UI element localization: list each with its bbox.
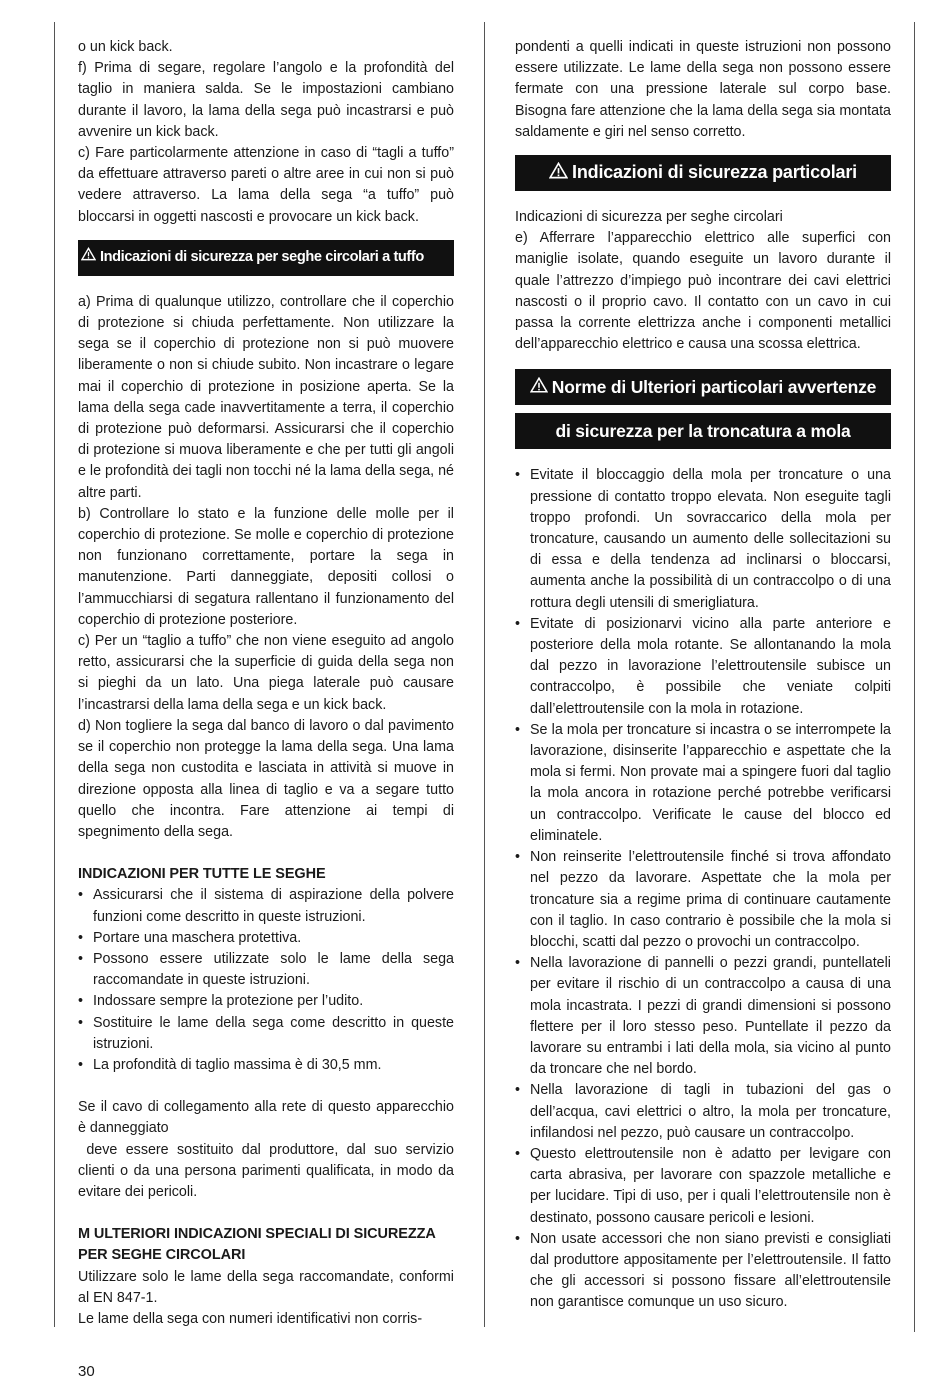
list-item: • Non usate accessori che non siano previsti e consigliati dal produttore appositamente per l’elettroutensile. Il fatto che gli accessori si possono fissare all’elettroutensile non garantisce comunque un uso sicuro.	[515, 1229, 891, 1314]
cable-paragraph-line: Se il cavo di collegamento alla rete di questo apparecchio è danneggiato	[78, 1099, 454, 1137]
list-item: • Nella lavorazione di pannelli o pezzi grandi, puntellateli per evitare il rischio di un contraccolpo a causa di una mola incastrata. I pezzi di grandi dimensioni si possono flettere per il loro stesso peso. Puntellate il pezzo da lavorare su entrambi i lati della mola, sia vicino al punto da troncare che nel bordo.	[515, 953, 891, 1080]
list-item: • Nella lavorazione di tagli in tubazioni del gas o dell’acqua, cavi elettrici o altro, la mola per troncature, infilandosi nel pezzo, può causare un contraccolpo.	[515, 1080, 891, 1144]
particolari-paragraph: e) Afferrare l’apparecchio elettrico alle superfici con maniglie isolate, quando eseguite un lavoro durante il quale l’attrezzo d’impiego può incontrare dei cavi elettrici nascosti o il proprio cavo. Il contatto con un cavo in cui passa la corrente elettrizza anche i componenti metallici dell’apparecchio elettrico e causa una scossa elettrica.	[515, 230, 891, 353]
ulteriori-paragraph: Utilizzare solo le lame della sega raccomandate, conformi al EN 847-1.	[78, 1268, 454, 1306]
section-banner-tuffo	[78, 240, 454, 276]
ulteriori-paragraph: Le lame della sega con numeri identificativi non corris-	[78, 1310, 423, 1327]
tuffo-paragraph: c) Per un “taglio a tuffo” che non viene eseguito ad angolo retto, assicurarsi che la superficie di guida della sega non si pieghi da un lato. Una piega laterale può causare l’incastrarsi della lama della sega e un kick back.	[78, 633, 454, 713]
right-column	[515, 37, 891, 1314]
banner-title: Indicazioni di sicurezza per seghe circolari a tuffo	[100, 249, 424, 266]
list-item: • Portare una maschera protettiva.	[78, 928, 454, 949]
left-column-rule	[54, 22, 55, 1327]
banner-title: di sicurezza per la troncatura a mola	[555, 420, 851, 441]
list-item: • Se la mola per troncature si incastra o se interrompete la lavorazione, disinserite l’apparecchio e aspettate che la mola si fermi. Non provate mai a spingere fuori dal taglio la mola ancora in rotazione perché potrebbe verificarsi un contraccolpo. Verificate le cause del blocco ed eliminatele.	[515, 720, 891, 847]
mola-list	[515, 465, 891, 1313]
section-heading-ulteriori: M ULTERIORI INDICAZIONI SPECIALI DI SICUREZZA PER SEGHE CIRCOLARI	[78, 1226, 436, 1264]
right-column-rule	[914, 22, 915, 1332]
section-banner-particolari	[515, 155, 891, 191]
particolari-paragraph: Indicazioni di sicurezza per seghe circolari	[515, 209, 783, 226]
cable-paragraph-line: deve essere sostituito dal produttore, dal suo servizio clienti o da una persona parimenti qualificata, in modo da evitare dei pericoli.	[78, 1141, 458, 1200]
warning-triangle-icon	[81, 247, 96, 268]
banner-title: Indicazioni di sicurezza particolari	[572, 162, 857, 183]
tuffo-paragraph: a) Prima di qualunque utilizzo, controllare che il coperchio di protezione si chiuda perfettamente. Non utilizzare la sega se il coperchio di protezione non si può muovere liberamente o non si chiude subito. Non incastrare o legare mai il coperchio di protezione in posizione aperta. Se la lama della sega cade inavvertitamente a terra, il coperchio di protezione può deformarsi. Assicurarsi che il coperchio di protezione si muova liberamente e che per tutti gli angoli e le profondità dei tagli non tocchi né la lama della sega, né altre parti.	[78, 293, 454, 501]
list-item: • La profondità di taglio massima è di 30,5 mm.	[78, 1055, 454, 1076]
tutte-list	[78, 885, 454, 1076]
center-column-rule	[484, 22, 485, 1327]
left-column	[78, 37, 458, 1330]
list-item: • Questo elettroutensile non è adatto per levigare con carta abrasiva, per lavorare con spazzole metalliche e per lucidare. Tipi di uso, per i quali l’elettroutensile non è destinato, possono causare pericoli e lesioni.	[515, 1144, 891, 1229]
list-item: • Assicurarsi che il sistema di aspirazione della polvere funzioni come descritto in queste istruzioni.	[78, 885, 454, 927]
section-banner-norme	[515, 369, 891, 405]
warning-triangle-icon	[549, 162, 568, 184]
banner-title: Norme di Ulteriori particolari avvertenze	[551, 376, 877, 397]
list-item: • Evitate il bloccaggio della mola per troncature o una pressione di contatto troppo elevata. Non eseguite tagli troppo profondi. Un sovraccarico della mola per troncature, causando un aumento delle sollecitazioni su di essa e della tendenza ad inclinarsi o bloccarsi, aumenta anche la possibilità di un contraccolpo o di una rottura degli utensili di smerigliatura.	[515, 465, 891, 613]
intro-paragraph: c) Fare particolarmente attenzione in caso di “tagli a tuffo” da effettuare attraverso pareti o altre aree in cui non si può vedere attraverso. La lama della sega “a tuffo” può bloccarsi in oggetti nascosti e provocare un kick back.	[78, 145, 454, 225]
section-banner-norme-continued	[515, 413, 891, 449]
warning-triangle-icon	[530, 377, 548, 398]
list-item: • Evitate di posizionarvi vicino alla parte anteriore e posteriore della mola rotante. Se allontanando la mola dal pezzo in lavorazione l’elettroutensile subisce un contraccolpo, è possibile che veniate colpiti dall’elettroutensile con la mola in rotazione.	[515, 614, 891, 720]
list-item: • Possono essere utilizzate solo le lame della sega raccomandate in queste istruzioni.	[78, 949, 454, 991]
tuffo-paragraph: b) Controllare lo stato e la funzione delle molle per il coperchio di protezione. Se molle e coperchio di protezione non funzionano correttamente, portare la sega in manutenzione. Parti danneggiate, depositi collosi o l’ammucchiarsi di segatura rallentano il funzionamento del coperchio di protezione posteriore.	[78, 505, 454, 628]
tuffo-paragraph: d) Non togliere la sega dal banco di lavoro o dal pavimento se il coperchio non protegge la lama della sega. Una lama della sega non custodita e lasciata in attività si muove in direzione opposta alla linea di taglio e va a segare tutto quello che incontra. Fare attenzione ai tempi di spegnimento della sega.	[78, 717, 454, 840]
section-heading-tutte: INDICAZIONI PER TUTTE LE SEGHE	[78, 866, 326, 883]
intro-paragraph: f) Prima di segare, regolare l’angolo e la profondità del taglio in maniera salda. Se le impostazioni cambiano durante il lavoro, la lama della sega può incastrarsi e può avvenire un kick back.	[78, 60, 454, 140]
list-item: • Sostituire le lame della sega come descritto in queste istruzioni.	[78, 1013, 454, 1055]
list-item: • Non reinserite l’elettroutensile finché si trova affondato nel pezzo da lavorare. Aspettate che la mola per troncature sia a regime prima di continuare cautamente con il taglio. In caso contrario è possibile che la mola si blocchi, scatti dal pezzo o provochi un contraccolpo.	[515, 847, 891, 953]
list-item: • Indossare sempre la protezione per l’udito.	[78, 991, 454, 1012]
continued-paragraph: pondenti a quelli indicati in queste istruzioni non possono essere utilizzate. Le lame della sega non possono essere fermate con una pressione laterale sul corpo base. Bisogna fare attenzione che la lama della sega sia montata saldamente e giri nel senso corretto.	[515, 39, 891, 140]
page-number: 30	[78, 1363, 95, 1380]
intro-paragraph: o un kick back.	[78, 39, 173, 55]
